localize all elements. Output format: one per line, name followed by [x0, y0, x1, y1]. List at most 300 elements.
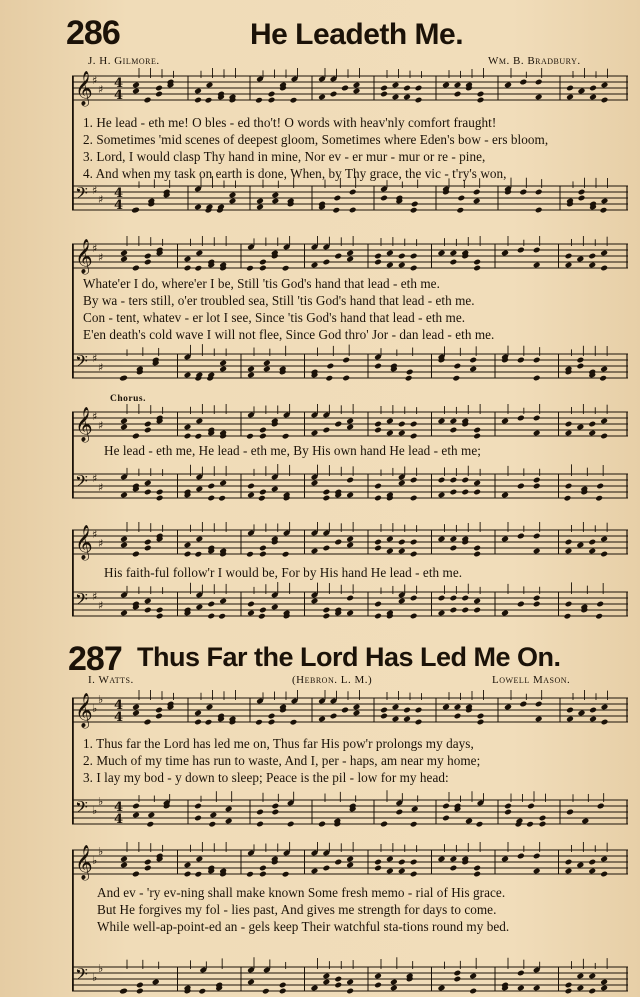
sharp-icon: ♯	[98, 361, 104, 374]
treble-clef-icon: 𝄞	[75, 525, 93, 560]
note-head	[517, 357, 525, 364]
note-head	[271, 198, 279, 205]
note-head	[517, 601, 525, 608]
note-head	[346, 610, 354, 617]
note-head	[184, 433, 192, 440]
note-head	[218, 495, 226, 502]
time-signature: 4	[114, 800, 124, 815]
note-head	[533, 430, 541, 437]
note-head	[374, 601, 382, 608]
sharp-icon: ♯	[92, 528, 98, 541]
note-head	[346, 250, 354, 257]
note-head	[449, 536, 457, 543]
note-head	[581, 818, 589, 825]
note-head	[398, 262, 406, 269]
note-head	[349, 189, 357, 196]
note-head	[588, 868, 596, 875]
note-head	[533, 375, 541, 382]
note-head	[132, 704, 140, 711]
note-head	[600, 207, 608, 214]
note-head	[588, 262, 596, 269]
note-head	[207, 601, 215, 608]
note-head	[442, 803, 450, 810]
note-head	[398, 548, 406, 555]
note-head	[600, 366, 608, 373]
note-head	[438, 610, 446, 617]
note-head	[600, 979, 608, 986]
note-head	[120, 862, 128, 869]
note-head	[271, 809, 279, 816]
note-head	[346, 988, 354, 995]
note-head	[403, 94, 411, 101]
note-head	[247, 366, 255, 373]
note-head	[346, 542, 354, 549]
note-head	[290, 97, 298, 104]
time-signature: 4	[114, 76, 124, 91]
note-head	[415, 707, 423, 714]
note-head	[411, 806, 419, 813]
note-head	[410, 433, 418, 440]
note-head	[449, 856, 457, 863]
note-head	[147, 812, 155, 819]
note-head	[588, 973, 596, 980]
note-head	[501, 856, 509, 863]
note-head	[461, 477, 469, 484]
note-head	[184, 424, 192, 431]
note-head	[588, 859, 596, 866]
note-head	[469, 973, 477, 980]
note-head	[535, 189, 543, 196]
chorus-line: He lead - eth me, He lead - eth me, By His own hand He lead - eth me;	[104, 443, 481, 458]
note-head	[195, 536, 203, 543]
note-head	[519, 189, 527, 196]
note-head	[256, 821, 264, 828]
note-head	[539, 815, 547, 822]
note-head	[410, 253, 418, 260]
note-head	[229, 198, 237, 205]
note-head	[380, 85, 388, 92]
note-head	[398, 430, 406, 437]
note-head	[454, 713, 462, 720]
verse-line: 3. Lord, I would clasp Thy hand in mine, Nor ev - er mur - mur or re - pine,	[83, 149, 486, 164]
note-head	[403, 85, 411, 92]
note-head	[206, 82, 214, 89]
note-head	[322, 427, 330, 434]
note-head	[588, 988, 596, 995]
note-head	[132, 265, 140, 272]
note-head	[333, 195, 341, 202]
treble-clef-icon: 𝄞	[75, 845, 93, 880]
note-head	[229, 192, 237, 199]
note-head	[353, 710, 361, 717]
note-head	[247, 372, 255, 379]
note-head	[334, 976, 342, 983]
note-head	[504, 803, 512, 810]
note-head	[527, 803, 535, 810]
note-head	[473, 545, 481, 552]
refrain-line: But He forgives my fol - lies past, And gives me strength for days to come.	[97, 902, 497, 917]
note-head	[334, 421, 342, 428]
note-head	[263, 360, 271, 367]
refrain-line: And ev - 'ry ev-ning shall make known Some fresh memo - rial of His grace.	[97, 885, 506, 900]
note-head	[155, 707, 163, 714]
note-head	[390, 985, 398, 992]
note-head	[374, 613, 382, 620]
note-head	[438, 985, 446, 992]
note-head	[255, 97, 263, 104]
note-head	[219, 360, 227, 367]
note-head	[194, 88, 202, 95]
note-head	[311, 868, 319, 875]
note-head	[600, 536, 608, 543]
note-head	[330, 713, 338, 720]
note-head	[517, 853, 525, 860]
note-head	[144, 480, 152, 487]
note-head	[517, 247, 525, 254]
note-head	[268, 91, 276, 98]
note-head	[600, 433, 608, 440]
note-head	[258, 495, 266, 502]
note-head	[473, 480, 481, 487]
note-head	[473, 598, 481, 605]
flat-icon: ♭	[92, 702, 98, 715]
note-head	[374, 259, 382, 266]
note-head	[449, 418, 457, 425]
note-head	[282, 265, 290, 272]
note-head	[504, 809, 512, 816]
note-head	[144, 598, 152, 605]
verse-line: 3. I lay my bod - y down to sleep; Peace is the pil - low for my head:	[83, 770, 449, 785]
note-head	[535, 716, 543, 723]
note-head	[599, 375, 607, 382]
note-head	[346, 477, 354, 484]
note-head	[588, 421, 596, 428]
note-head	[259, 607, 267, 614]
note-head	[473, 259, 481, 266]
note-head	[259, 259, 267, 266]
note-head	[600, 551, 608, 558]
note-head	[600, 856, 608, 863]
note-head	[194, 265, 202, 272]
note-head	[194, 551, 202, 558]
note-head	[564, 613, 572, 620]
note-head	[600, 265, 608, 272]
note-head	[194, 719, 202, 726]
note-head	[120, 250, 128, 257]
note-head	[346, 862, 354, 869]
note-head	[449, 607, 457, 614]
note-head	[318, 94, 326, 101]
flat-icon: ♭	[92, 971, 98, 984]
note-head	[271, 486, 279, 493]
note-head	[144, 539, 152, 546]
note-head	[390, 979, 398, 986]
note-head	[156, 607, 164, 614]
note-head	[600, 250, 608, 257]
note-head	[576, 357, 584, 364]
note-head	[184, 542, 192, 549]
note-head	[473, 489, 481, 496]
note-head	[136, 988, 144, 995]
note-head	[596, 601, 604, 608]
note-head	[600, 418, 608, 425]
note-head	[535, 94, 543, 101]
note-head	[576, 973, 584, 980]
note-head	[588, 253, 596, 260]
note-head	[259, 871, 267, 878]
flat-icon: ♭	[98, 693, 104, 706]
note-head	[533, 853, 541, 860]
note-head	[473, 871, 481, 878]
note-head	[392, 82, 400, 89]
sharp-icon: ♯	[98, 599, 104, 612]
sharp-icon: ♯	[92, 74, 98, 87]
sharp-icon: ♯	[92, 410, 98, 423]
flat-icon: ♭	[98, 845, 104, 858]
note-head	[346, 424, 354, 431]
note-head	[395, 809, 403, 816]
note-head	[405, 375, 413, 382]
note-head	[533, 415, 541, 422]
note-head	[346, 595, 354, 602]
note-head	[469, 988, 477, 995]
sharp-icon: ♯	[98, 419, 104, 432]
bass-clef-icon: 𝄢	[75, 797, 88, 821]
note-head	[566, 809, 574, 816]
note-head	[589, 707, 597, 714]
note-head	[144, 719, 152, 726]
note-head	[207, 495, 215, 502]
note-head	[311, 430, 319, 437]
note-head	[156, 489, 164, 496]
verse-line: 1. Thus far the Lord has led me on, Thus far His pow'r prolongs my days,	[83, 736, 474, 751]
note-head	[398, 868, 406, 875]
note-head	[438, 477, 446, 484]
note-head	[195, 250, 203, 257]
note-head	[246, 433, 254, 440]
note-head	[565, 982, 573, 989]
note-head	[533, 985, 541, 992]
bass-clef-icon: 𝄢	[75, 183, 88, 207]
refrain-line: E'en death's cold wave I will not flee, Since God thro' Jor - dan lead - eth me.	[83, 327, 495, 342]
note-head	[535, 207, 543, 214]
note-head	[465, 818, 473, 825]
note-head	[322, 979, 330, 986]
note-head	[346, 256, 354, 263]
note-head	[501, 492, 509, 499]
note-head	[588, 539, 596, 546]
note-head	[566, 94, 574, 101]
note-head	[410, 495, 418, 502]
note-head	[263, 366, 271, 373]
note-head	[342, 357, 350, 364]
flat-icon: ♭	[92, 854, 98, 867]
composer-credit: Wm. B. Bradbury.	[488, 55, 581, 67]
treble-clef-icon: 𝄞	[75, 71, 93, 106]
note-head	[318, 821, 326, 828]
note-head	[325, 375, 333, 382]
note-head	[535, 701, 543, 708]
note-head	[184, 551, 192, 558]
note-head	[601, 82, 609, 89]
note-head	[517, 415, 525, 422]
note-head	[442, 815, 450, 822]
note-head	[410, 539, 418, 546]
note-head	[449, 489, 457, 496]
note-head	[144, 259, 152, 266]
note-head	[473, 265, 481, 272]
verse-line: 1. He lead - eth me! O bles - ed tho't! O words with heav'nly comfort fraught!	[83, 115, 497, 130]
note-head	[374, 545, 382, 552]
note-head	[449, 865, 457, 872]
note-head	[469, 366, 477, 373]
note-head	[565, 430, 573, 437]
note-head	[346, 979, 354, 986]
note-head	[501, 250, 509, 257]
note-head	[132, 82, 140, 89]
staff	[72, 790, 628, 827]
note-head	[473, 427, 481, 434]
note-head	[469, 357, 477, 364]
note-head	[326, 363, 334, 370]
note-head	[120, 492, 128, 499]
note-head	[219, 598, 227, 605]
note-head	[519, 79, 527, 86]
bass-clef-icon: 𝄢	[75, 471, 88, 495]
note-head	[410, 551, 418, 558]
note-head	[194, 871, 202, 878]
note-head	[259, 265, 267, 272]
time-signature: 4	[114, 198, 124, 213]
note-head	[205, 97, 213, 104]
note-head	[533, 483, 541, 490]
note-head	[473, 198, 481, 205]
note-head	[194, 815, 202, 822]
note-head	[595, 495, 603, 502]
note-head	[208, 821, 216, 828]
note-head	[452, 375, 460, 382]
note-head	[504, 704, 512, 711]
note-head	[205, 719, 213, 726]
verse-line: 4. And when my task on earth is done, When, by Thy grace, the vic - t'ry's won,	[83, 166, 507, 181]
note-head	[576, 363, 584, 370]
note-head	[194, 803, 202, 810]
note-head	[268, 713, 276, 720]
note-head	[246, 551, 254, 558]
sharp-icon: ♯	[92, 352, 98, 365]
note-head	[247, 979, 255, 986]
note-head	[209, 812, 217, 819]
refrain-line: Whate'er I do, where'er I be, Still 'tis God's hand that lead - eth me.	[83, 276, 440, 291]
chorus-label: Chorus.	[110, 394, 146, 404]
note-head	[398, 421, 406, 428]
note-head	[144, 97, 152, 104]
note-head	[461, 489, 469, 496]
note-head	[454, 704, 462, 711]
refrain-line: By wa - ters still, o'er troubled sea, Still 'tis God's hand that lead - eth me.	[83, 293, 475, 308]
note-head	[595, 613, 603, 620]
note-head	[132, 803, 140, 810]
note-head	[311, 598, 319, 605]
hymn-title: Thus Far the Lord Has Led Me On.	[137, 642, 561, 672]
bass-clef-icon: 𝄢	[75, 964, 88, 988]
note-head	[268, 97, 276, 104]
note-head	[279, 982, 287, 989]
note-head	[565, 483, 573, 490]
note-head	[374, 982, 382, 989]
note-head	[259, 551, 267, 558]
note-head	[456, 207, 464, 214]
sharp-icon: ♯	[92, 590, 98, 603]
note-head	[457, 195, 465, 202]
note-head	[144, 427, 152, 434]
note-head	[398, 253, 406, 260]
bass-clef-icon: 𝄢	[75, 589, 88, 613]
note-head	[353, 704, 361, 711]
note-head	[120, 856, 128, 863]
note-head	[386, 262, 394, 269]
note-head	[601, 704, 609, 711]
time-signature: 4	[114, 710, 124, 725]
bass-clef-icon: 𝄢	[75, 351, 88, 375]
note-head	[415, 719, 423, 726]
flat-icon: ♭	[98, 962, 104, 975]
note-head	[374, 495, 382, 502]
note-head	[410, 859, 418, 866]
note-head	[449, 250, 457, 257]
sharp-icon: ♯	[98, 193, 104, 206]
note-head	[247, 483, 255, 490]
note-head	[380, 91, 388, 98]
note-head	[256, 204, 264, 211]
note-head	[219, 480, 227, 487]
note-head	[374, 483, 382, 490]
note-head	[132, 88, 140, 95]
note-head	[601, 97, 609, 104]
sharp-icon: ♯	[92, 242, 98, 255]
note-head	[535, 79, 543, 86]
note-head	[246, 871, 254, 878]
note-head	[517, 970, 525, 977]
note-head	[120, 536, 128, 543]
note-head	[342, 375, 350, 382]
note-head	[398, 859, 406, 866]
note-head	[438, 856, 446, 863]
note-head	[322, 259, 330, 266]
note-head	[271, 803, 279, 810]
note-head	[144, 489, 152, 496]
note-head	[155, 713, 163, 720]
note-head	[136, 982, 144, 989]
note-head	[600, 871, 608, 878]
note-head	[195, 856, 203, 863]
note-head	[449, 259, 457, 266]
note-head	[246, 265, 254, 272]
note-head	[334, 859, 342, 866]
note-head	[533, 601, 541, 608]
tune-credit: (Hebron. L. M.)	[292, 674, 373, 686]
note-head	[322, 495, 330, 502]
note-head	[195, 418, 203, 425]
note-head	[334, 253, 342, 260]
note-head	[589, 94, 597, 101]
note-head	[311, 548, 319, 555]
note-head	[132, 433, 140, 440]
note-head	[198, 988, 206, 995]
note-head	[565, 601, 573, 608]
note-head	[322, 973, 330, 980]
note-head	[346, 492, 354, 499]
